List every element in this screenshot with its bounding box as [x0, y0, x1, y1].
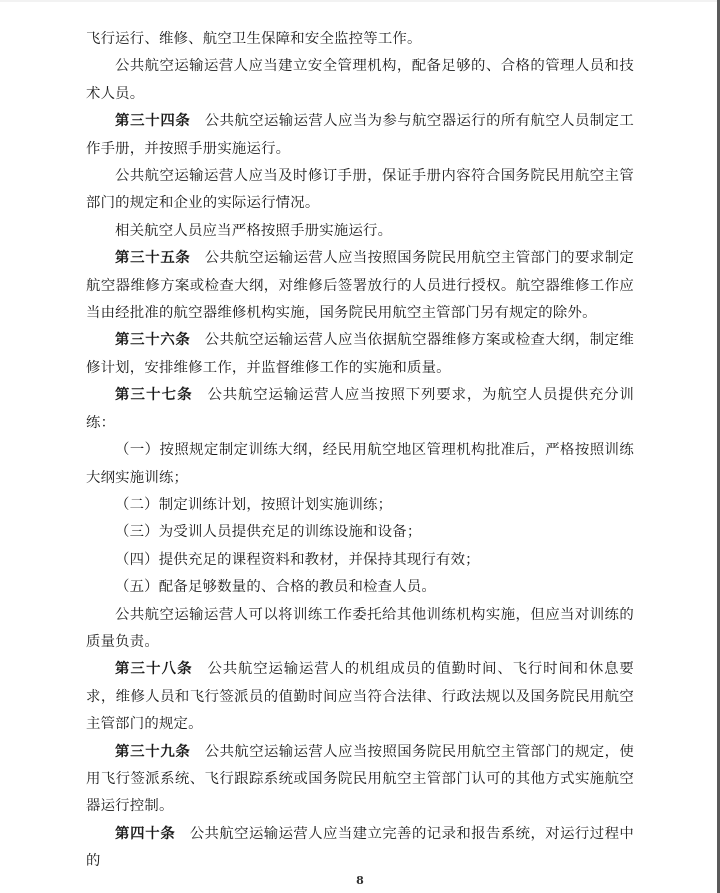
paragraph [86, 53, 634, 108]
article-38 [86, 656, 634, 738]
article-number: 第三十五条 [115, 250, 191, 267]
list-item-text: （三）为受训人员提供充足的训练设施和设备； [115, 524, 422, 541]
article-39 [86, 739, 634, 821]
article-number: 第四十条 [115, 825, 176, 842]
paragraph-text: 公共航空运输运营人应当建立安全管理机构，配备足够的、合格的管理人员和技术人员。 [86, 58, 634, 102]
list-item-text: （一）按照规定制定训练大纲，经民用航空地区管理机构批准后，严格按照训练大纲实施训练； [86, 442, 634, 486]
article-text: 公共航空运输运营人应当按照国务院民用航空主管部门的要求制定航空器维修方案或检查大纲，对维修后签署放行的人员进行授权。航空器维修工作应当由经批准的航空器维修机构实施，国务院民用航空主管部门另有规定的除外。 [86, 250, 634, 322]
article-text: 公共航空运输运营人应当按照下列要求，为航空人员提供充分训练： [86, 387, 634, 431]
paragraph-continuation [86, 26, 634, 53]
article-number: 第三十八条 [115, 661, 193, 678]
list-item [86, 547, 634, 574]
list-item [86, 574, 634, 601]
paragraph-text: 相关航空人员应当严格按照手册实施运行。 [115, 222, 393, 239]
page-number: 8 [356, 874, 364, 887]
article-37 [86, 382, 634, 437]
article-text: 公共航空运输运营人应当为参与航空器运行的所有航空人员制定工作手册，并按照手册实施运行。 [86, 113, 634, 157]
paragraph [86, 602, 634, 657]
article-number: 第三十四条 [115, 113, 191, 130]
paragraph-text: 飞行运行、维修、航空卫生保障和安全监控等工作。 [86, 31, 422, 47]
page-top-edge [0, 0, 720, 2]
article-36 [86, 327, 634, 382]
article-40 [86, 821, 634, 876]
article-number: 第三十九条 [115, 743, 191, 760]
list-item-text: （二）制定训练计划，按照计划实施训练； [115, 496, 393, 513]
article-text: 公共航空运输运营人应当依据航空器维修方案或检查大纲，制定维修计划，安排维修工作，并监督维修工作的实施和质量。 [86, 332, 634, 376]
list-item [86, 492, 634, 519]
article-number: 第三十六条 [115, 332, 191, 349]
document-page [86, 26, 634, 876]
article-text: 公共航空运输运营人应当建立完善的记录和报告系统，对运行过程中的 [86, 825, 634, 870]
list-item-text: （四）提供充足的课程资料和教材，并保持其现行有效； [115, 551, 480, 568]
paragraph [86, 218, 634, 245]
article-text: 公共航空运输运营人应当按照国务院民用航空主管部门的规定，使用飞行签派系统、飞行跟踪系统或国务院民用航空主管部门认可的其他方式实施航空器运行控制。 [86, 743, 634, 815]
article-34 [86, 108, 634, 163]
list-item-text: （五）配备足够数量的、合格的教员和检查人员。 [115, 579, 436, 596]
article-35 [86, 245, 634, 327]
paragraph [86, 163, 634, 218]
paragraph-text: 公共航空运输运营人可以将训练工作委托给其他训练机构实施，但应当对训练的质量负责。 [86, 606, 634, 650]
article-number: 第三十七条 [115, 387, 193, 404]
paragraph-text: 公共航空运输运营人应当及时修订手册，保证手册内容符合国务院民用航空主管部门的规定和企业的实际运行情况。 [86, 168, 634, 212]
article-text: 公共航空运输运营人的机组成员的值勤时间、飞行时间和休息要求，维修人员和飞行签派员的值勤时间应当符合法律、行政法规以及国务院民用航空主管部门的规定。 [86, 661, 634, 733]
list-item [86, 437, 634, 492]
list-item [86, 519, 634, 546]
